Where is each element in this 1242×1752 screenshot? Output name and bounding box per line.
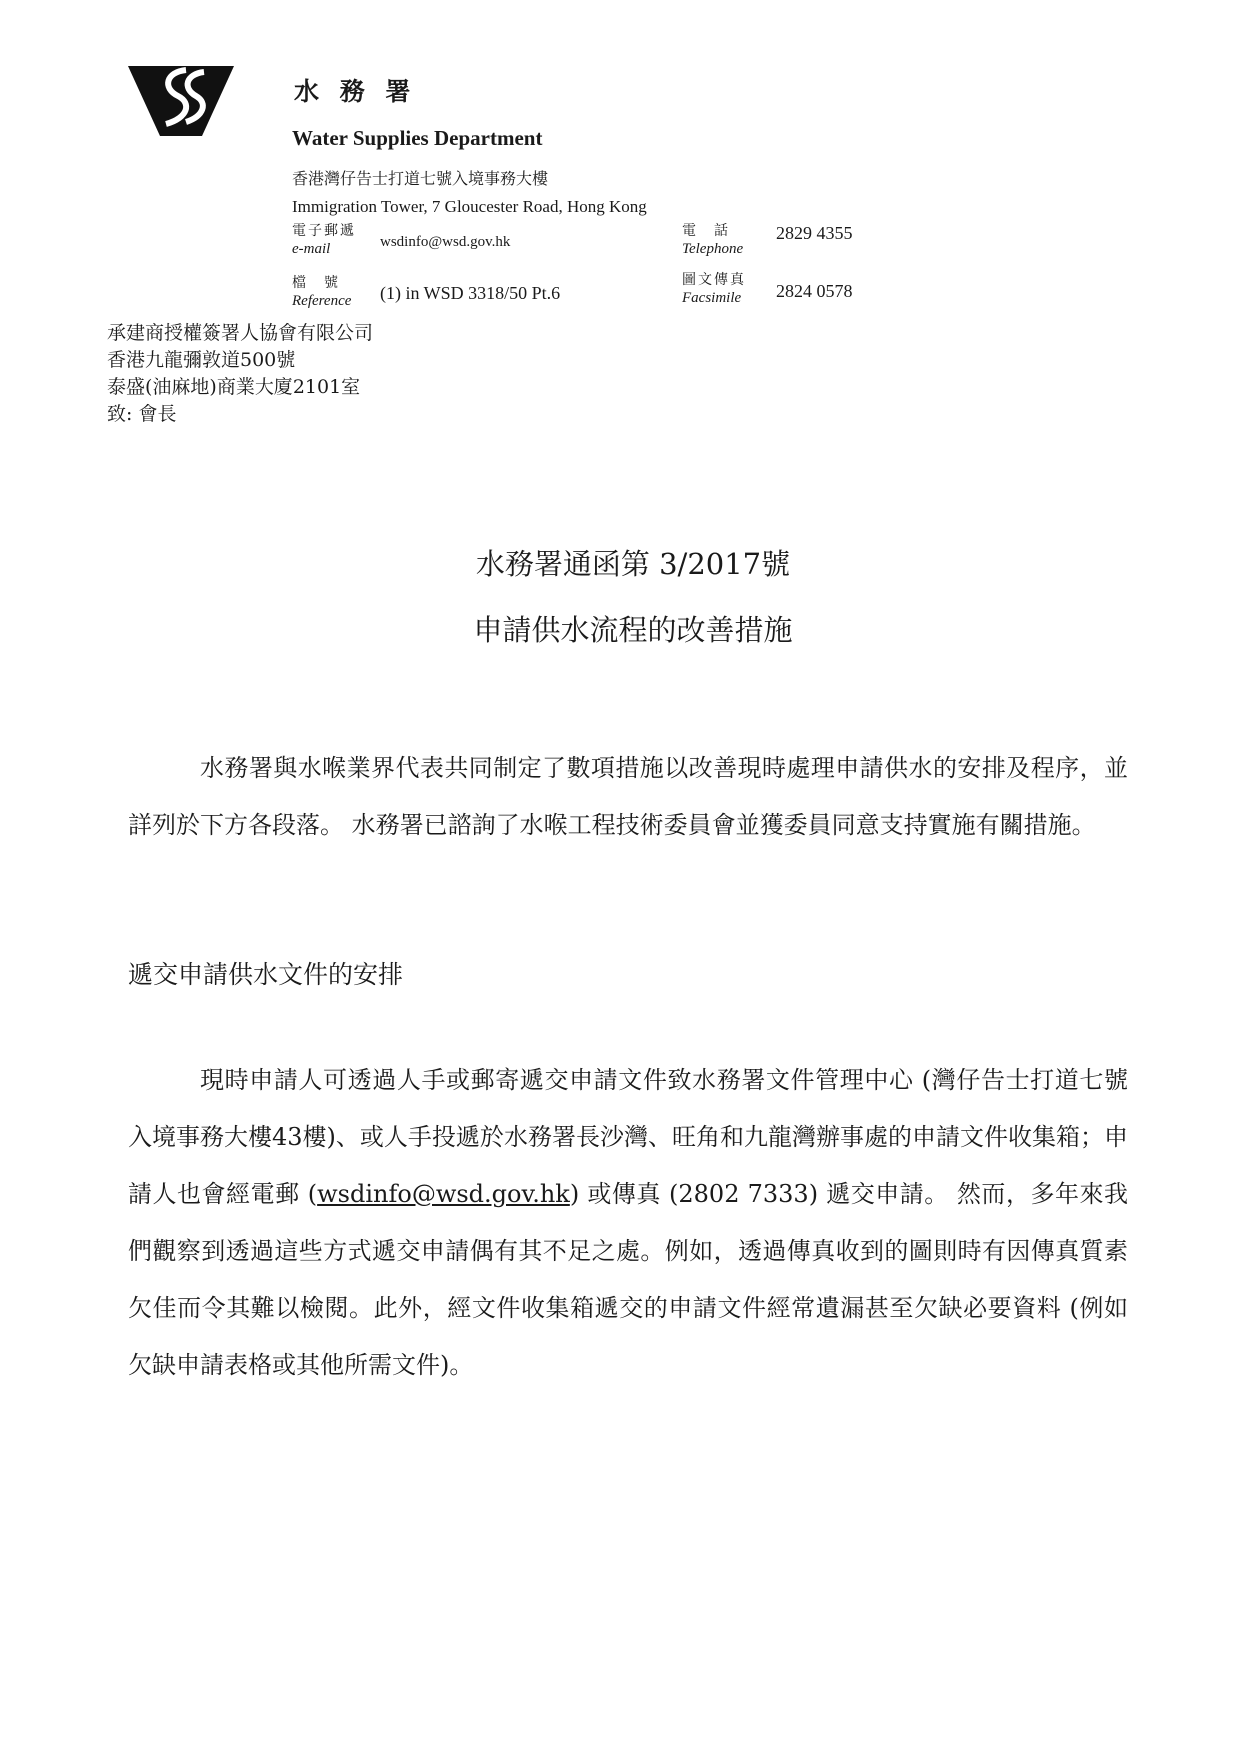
- email-value: wsdinfo@wsd.gov.hk: [380, 234, 511, 250]
- telephone-value: 2829 4355: [776, 223, 853, 243]
- reference-value: (1) in WSD 3318/50 Pt.6: [380, 283, 561, 303]
- fax-label-en: Facsimile: [682, 290, 742, 306]
- email-label: [292, 222, 356, 258]
- reference-label-en: Reference: [292, 293, 352, 309]
- section-heading: 遞交申請供水文件的安排: [128, 960, 404, 989]
- reference-label: [292, 274, 351, 310]
- reference-label-cn: 檔 號: [292, 275, 340, 291]
- fax-value: 2824 0578: [776, 281, 853, 301]
- paragraph-2-text-b: ) 或傳真 (2802 7333) 遞交申請。 然而，多年來我們觀察到透過這些方式遞交申請偶有其不足之處。例如，透過傳真收到的圖則時有因傳真質素欠佳而令其難以檢閱。此外，經文件收集箱遞交的申請文件經常遺漏甚至欠缺必要資料 (例如欠缺申請表格或其他所需文件)。: [128, 1180, 1129, 1379]
- fax-label-cn: 圖文傳真: [682, 272, 746, 288]
- recipient-line: 致: 會長: [107, 403, 177, 425]
- department-name-chinese: 水 務 署: [294, 77, 417, 106]
- address-chinese: 香港灣仔告士打道七號入境事務大樓: [292, 169, 549, 188]
- email-link[interactable]: wsdinfo@wsd.gov.hk: [317, 1180, 570, 1208]
- email-label-en: e-mail: [292, 241, 331, 257]
- recipient-line: 泰盛(油麻地)商業大廈2101室: [107, 376, 361, 398]
- wsd-logo-icon: [128, 66, 234, 136]
- department-name-english: Water Supplies Department: [292, 126, 543, 150]
- email-label-cn: 電子郵遞: [292, 223, 356, 239]
- telephone-label: [682, 222, 743, 258]
- circular-subtitle: 申請供水流程的改善措施: [473, 613, 793, 647]
- telephone-label-en: Telephone: [682, 241, 744, 257]
- telephone-label-cn: 電 話: [682, 223, 730, 239]
- recipient-line: 香港九龍彌敦道500號: [107, 349, 296, 371]
- recipient-line: 承建商授權簽署人協會有限公司: [107, 322, 374, 344]
- address-english: Immigration Tower, 7 Gloucester Road, Hong Kong: [292, 197, 647, 216]
- circular-title: 水務署通函第 3/2017號: [475, 547, 791, 581]
- paragraph-2-text-a: 現時申請人可透過人手或郵寄遞交申請文件致水務署文件管理中心 (灣仔告士打道七號入境事務大樓43樓)、或人手投遞於水務署長沙灣、旺角和九龍灣辦事處的申請文件收集箱；申請人也會經電郵 (: [128, 1066, 1128, 1208]
- body-paragraph-2: [128, 1052, 1128, 1394]
- body-paragraph-1: 水務署與水喉業界代表共同制定了數項措施以改善現時處理申請供水的安排及程序，並詳列於下方各段落。 水務署已諮詢了水喉工程技術委員會並獲委員同意支持實施有關措施。: [128, 754, 1128, 839]
- recipient-block: [107, 320, 373, 428]
- fax-label: [682, 271, 746, 307]
